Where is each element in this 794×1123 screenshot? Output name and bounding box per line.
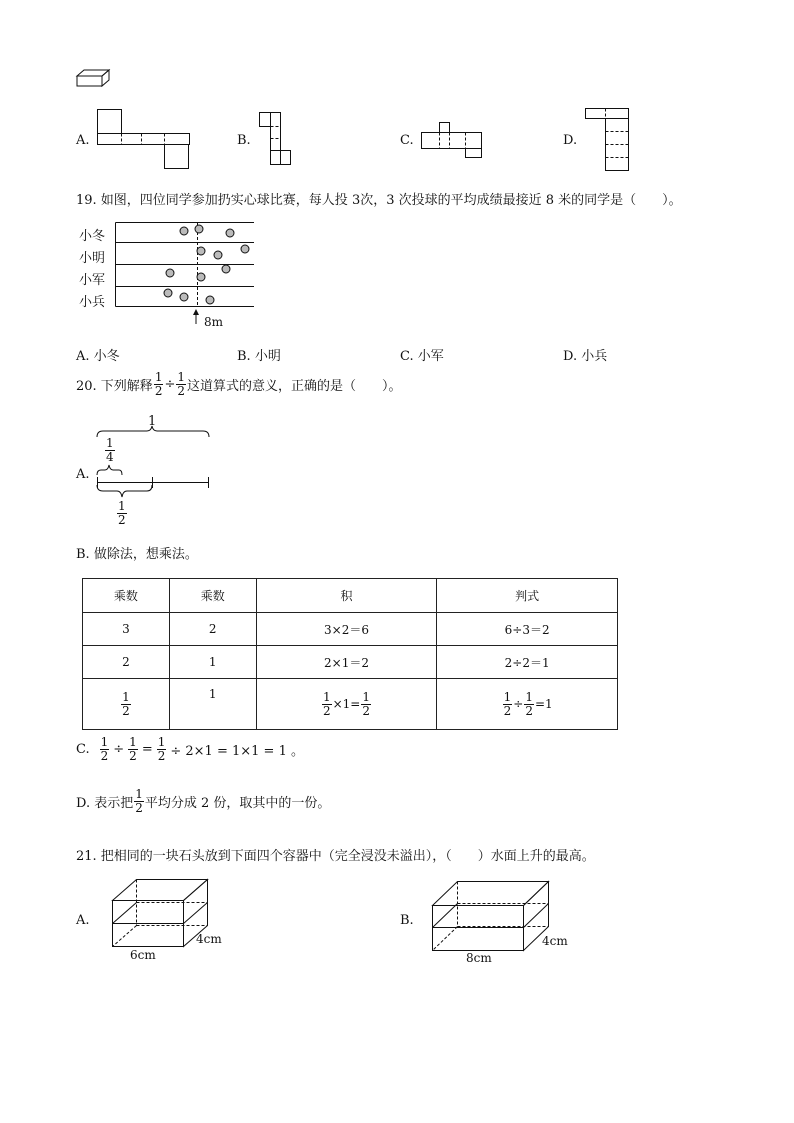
q19-option-a: A. 小冬 [76,349,120,364]
q19-throw-chart [114,220,259,330]
table-cell: 1 [169,646,256,679]
q19-8m-marker-label: 8m [204,315,224,329]
container-b-height-label: 4cm [542,934,568,948]
table-header: 乘数 [169,579,256,613]
q20-stem-post: 这道算式的意义，正确的是（ ）。 [187,379,402,394]
q19-option-b: B. 小明 [237,349,281,364]
q21-option-a-label: A. [76,913,90,928]
q18-net-d [585,108,631,172]
q21-stem: 21. 把相同的一块石头放到下面四个容器中（完全浸没未溢出），（ ）水面上升的最高。 [76,849,595,864]
q18-option-d-label: D. [563,133,578,148]
q18-option-c-label: C. [400,133,414,148]
row-label: 小冬 [79,229,106,244]
container-a-height-label: 4cm [196,932,222,946]
table-cell: 2÷2＝1 [437,646,618,679]
table-cell: 2 [169,613,256,646]
table-cell: 2×1＝2 [256,646,437,679]
table-cell: $\frac{1}{2}$ ×1= $\frac{1}{2}$ [256,679,437,730]
table-cell: 1 [169,679,256,730]
table-row [83,679,618,730]
table-cell: $\frac{1}{2}$ ÷ $\frac{1}{2}$ =1 [437,679,618,730]
q19-option-c: C. 小军 [400,349,444,364]
table-cell: 2 [83,646,170,679]
q20-stem [76,371,402,398]
q19-row-labels [79,226,105,314]
q20-stem-pre: 20. 下列解释 [76,379,153,394]
brace-quarter-fraction: $\frac{1}{4}$ [106,436,114,464]
cuboid-icon [76,68,112,88]
q18-net-b [259,112,293,168]
q20-option-c: C. $\frac{1}{2}$ ÷ $\frac{1}{2}$ = $\frac{1}{2}$ ÷ 2×1 = 1×1 = 1 。 [76,735,304,763]
container-b-width-label: 8cm [466,951,492,965]
table-header: 判式 [437,579,618,613]
table-cell: 3 [83,613,170,646]
option-c-tail: ÷ 2×1 = 1×1 = 1 。 [170,744,304,759]
table-header-row [83,579,618,613]
table-cell: $\frac{1}{2}$ [83,679,170,730]
q19-option-d: D. 小兵 [563,349,608,364]
q18-net-a [97,109,192,169]
option-d-post: 平均分成 2 份，取其中的一份。 [144,796,331,811]
divide-sign: ÷ [164,377,176,392]
q18-option-b-label: B. [237,133,251,148]
table-row [83,613,618,646]
container-b-cuboid [432,880,552,952]
table-row [83,646,618,679]
q20-option-d: D. 表示把 $\frac{1}{2}$ 平均分成 2 份，取其中的一份。 [76,787,331,815]
brace-top-label: 1 [148,414,157,429]
q21-option-b-label: B. [400,913,414,928]
fraction: $\frac{1}{2}$ [177,370,185,398]
brace-half-fraction: $\frac{1}{2}$ [118,499,126,527]
q18-net-c [421,122,483,160]
table-header: 积 [256,579,437,613]
q20-multiplication-table [82,578,618,730]
fraction: $\frac{1}{2}$ [154,370,163,398]
option-label: C. [76,742,90,757]
row-label: 小明 [79,251,106,266]
container-a-width-label: 6cm [130,948,156,962]
q20-option-a-label: A. [76,467,90,482]
q19-stem: 19. 如图，四位同学参加扔实心球比赛，每人投 3次，3 次投球的平均成绩最接近 8 米的同学是（ ）。 [76,193,682,208]
table-cell: 6÷3＝2 [437,613,618,646]
row-label: 小兵 [79,295,106,310]
q18-option-a-label: A. [76,133,90,148]
row-label: 小军 [79,273,106,288]
table-header: 乘数 [83,579,170,613]
option-d-pre: D. 表示把 [76,796,134,811]
q20-option-b: B. 做除法，想乘法。 [76,547,198,562]
table-cell: 3×2＝6 [256,613,437,646]
